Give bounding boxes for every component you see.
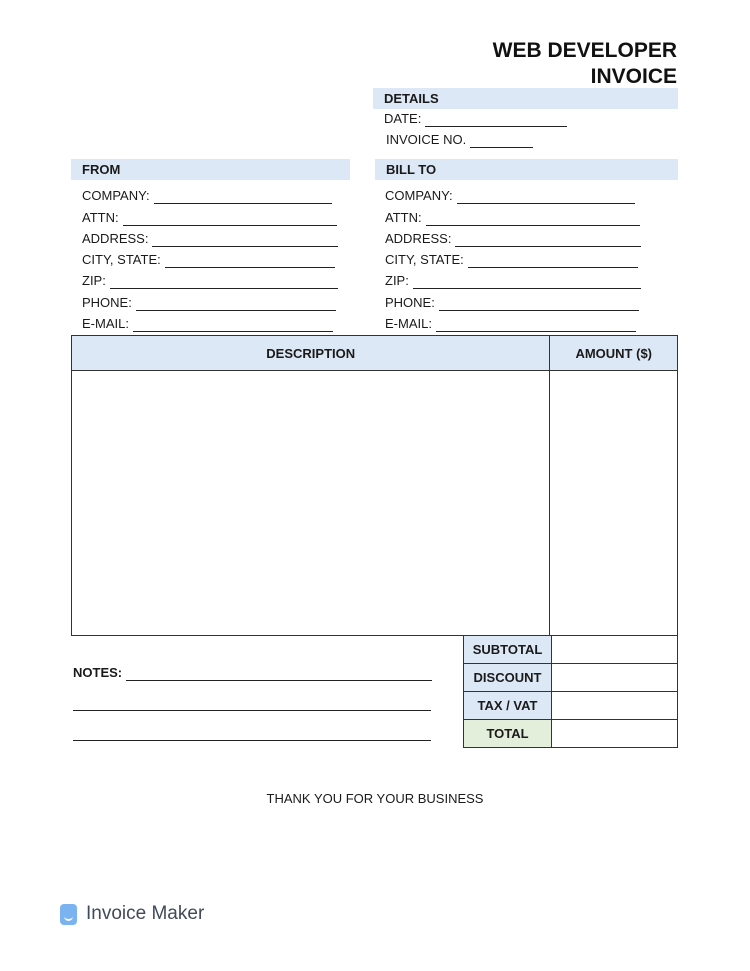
items-table: [71, 335, 678, 636]
date-label: DATE:: [384, 111, 422, 126]
field-label: PHONE:: [82, 294, 132, 310]
field-label: E-MAIL:: [82, 316, 129, 332]
bill-to-email-field[interactable]: [385, 311, 643, 332]
notes-input-line[interactable]: [126, 668, 432, 681]
from-zip-field[interactable]: [82, 268, 340, 289]
from-email-field[interactable]: [82, 311, 340, 332]
bill-to-attn-field[interactable]: [385, 204, 643, 225]
field-label: ADDRESS:: [82, 230, 149, 246]
field-input-line[interactable]: [110, 276, 338, 289]
bill-to-address-field[interactable]: [385, 226, 643, 247]
from-city-state-field[interactable]: [82, 247, 340, 268]
field-input-line[interactable]: [154, 191, 332, 204]
bill-to-city-state-field[interactable]: [385, 247, 643, 268]
field-label: E-MAIL:: [385, 316, 432, 332]
notes-field[interactable]: [73, 665, 432, 681]
from-heading: FROM: [71, 159, 350, 180]
field-input-line[interactable]: [413, 276, 641, 289]
discount-row: [464, 664, 678, 692]
notes-line-2[interactable]: [73, 709, 431, 711]
field-input-line[interactable]: [133, 319, 333, 332]
thank-you-message: THANK YOU FOR YOUR BUSINESS: [266, 791, 484, 806]
bill-to-company-field[interactable]: [385, 183, 643, 204]
items-header-row: [72, 336, 678, 371]
details-heading: DETAILS: [373, 88, 678, 109]
from-address-field[interactable]: [82, 226, 340, 247]
bill-to-heading: BILL TO: [375, 159, 678, 180]
bill-to-zip-field[interactable]: [385, 268, 643, 289]
from-company-field[interactable]: [82, 183, 340, 204]
field-label: COMPANY:: [385, 188, 453, 204]
date-input-line[interactable]: [425, 114, 567, 127]
invoice-no-field[interactable]: [386, 132, 533, 148]
discount-label: DISCOUNT: [464, 664, 552, 692]
discount-value[interactable]: [552, 664, 678, 692]
notes-line-3[interactable]: [73, 739, 431, 741]
field-label: ATTN:: [385, 209, 422, 225]
totals-table: [463, 635, 678, 748]
subtotal-value[interactable]: [552, 636, 678, 664]
invoice-no-label: INVOICE NO.: [386, 132, 467, 147]
field-input-line[interactable]: [426, 213, 640, 226]
date-field[interactable]: [384, 111, 567, 127]
invoice-maker-logo-icon: [60, 904, 77, 925]
subtotal-row: [464, 636, 678, 664]
total-label: TOTAL: [464, 720, 552, 748]
field-label: ZIP:: [82, 273, 106, 289]
field-label: PHONE:: [385, 294, 435, 310]
description-column-header: DESCRIPTION: [72, 336, 550, 371]
field-input-line[interactable]: [457, 191, 635, 204]
notes-label: NOTES:: [73, 665, 123, 680]
field-label: ZIP:: [385, 273, 409, 289]
field-label: ATTN:: [82, 209, 119, 225]
invoice-no-input-line[interactable]: [470, 135, 533, 148]
field-label: ADDRESS:: [385, 230, 452, 246]
field-label: CITY, STATE:: [82, 252, 161, 268]
tax-row: [464, 692, 678, 720]
field-input-line[interactable]: [439, 298, 639, 311]
tax-value[interactable]: [552, 692, 678, 720]
invoice-maker-brand: [60, 903, 204, 925]
total-value[interactable]: [552, 720, 678, 748]
from-phone-field[interactable]: [82, 289, 340, 310]
from-fields: [82, 183, 340, 332]
amount-cell[interactable]: [550, 371, 678, 636]
field-input-line[interactable]: [468, 255, 638, 268]
field-input-line[interactable]: [455, 234, 641, 247]
amount-column-header: AMOUNT ($): [550, 336, 678, 371]
tax-label: TAX / VAT: [464, 692, 552, 720]
description-cell[interactable]: [72, 371, 550, 636]
field-input-line[interactable]: [123, 213, 337, 226]
brand-name: Invoice Maker: [86, 903, 205, 924]
invoice-title-line2: INVOICE: [590, 65, 677, 88]
field-input-line[interactable]: [136, 298, 336, 311]
bill-to-fields: [385, 183, 643, 332]
from-attn-field[interactable]: [82, 204, 340, 225]
items-body-row: [72, 371, 678, 636]
subtotal-label: SUBTOTAL: [464, 636, 552, 664]
field-label: CITY, STATE:: [385, 252, 464, 268]
bill-to-phone-field[interactable]: [385, 289, 643, 310]
field-label: COMPANY:: [82, 188, 150, 204]
field-input-line[interactable]: [436, 319, 636, 332]
invoice-title-line1: WEB DEVELOPER: [492, 39, 677, 62]
total-row: [464, 720, 678, 748]
field-input-line[interactable]: [152, 234, 338, 247]
field-input-line[interactable]: [165, 255, 335, 268]
